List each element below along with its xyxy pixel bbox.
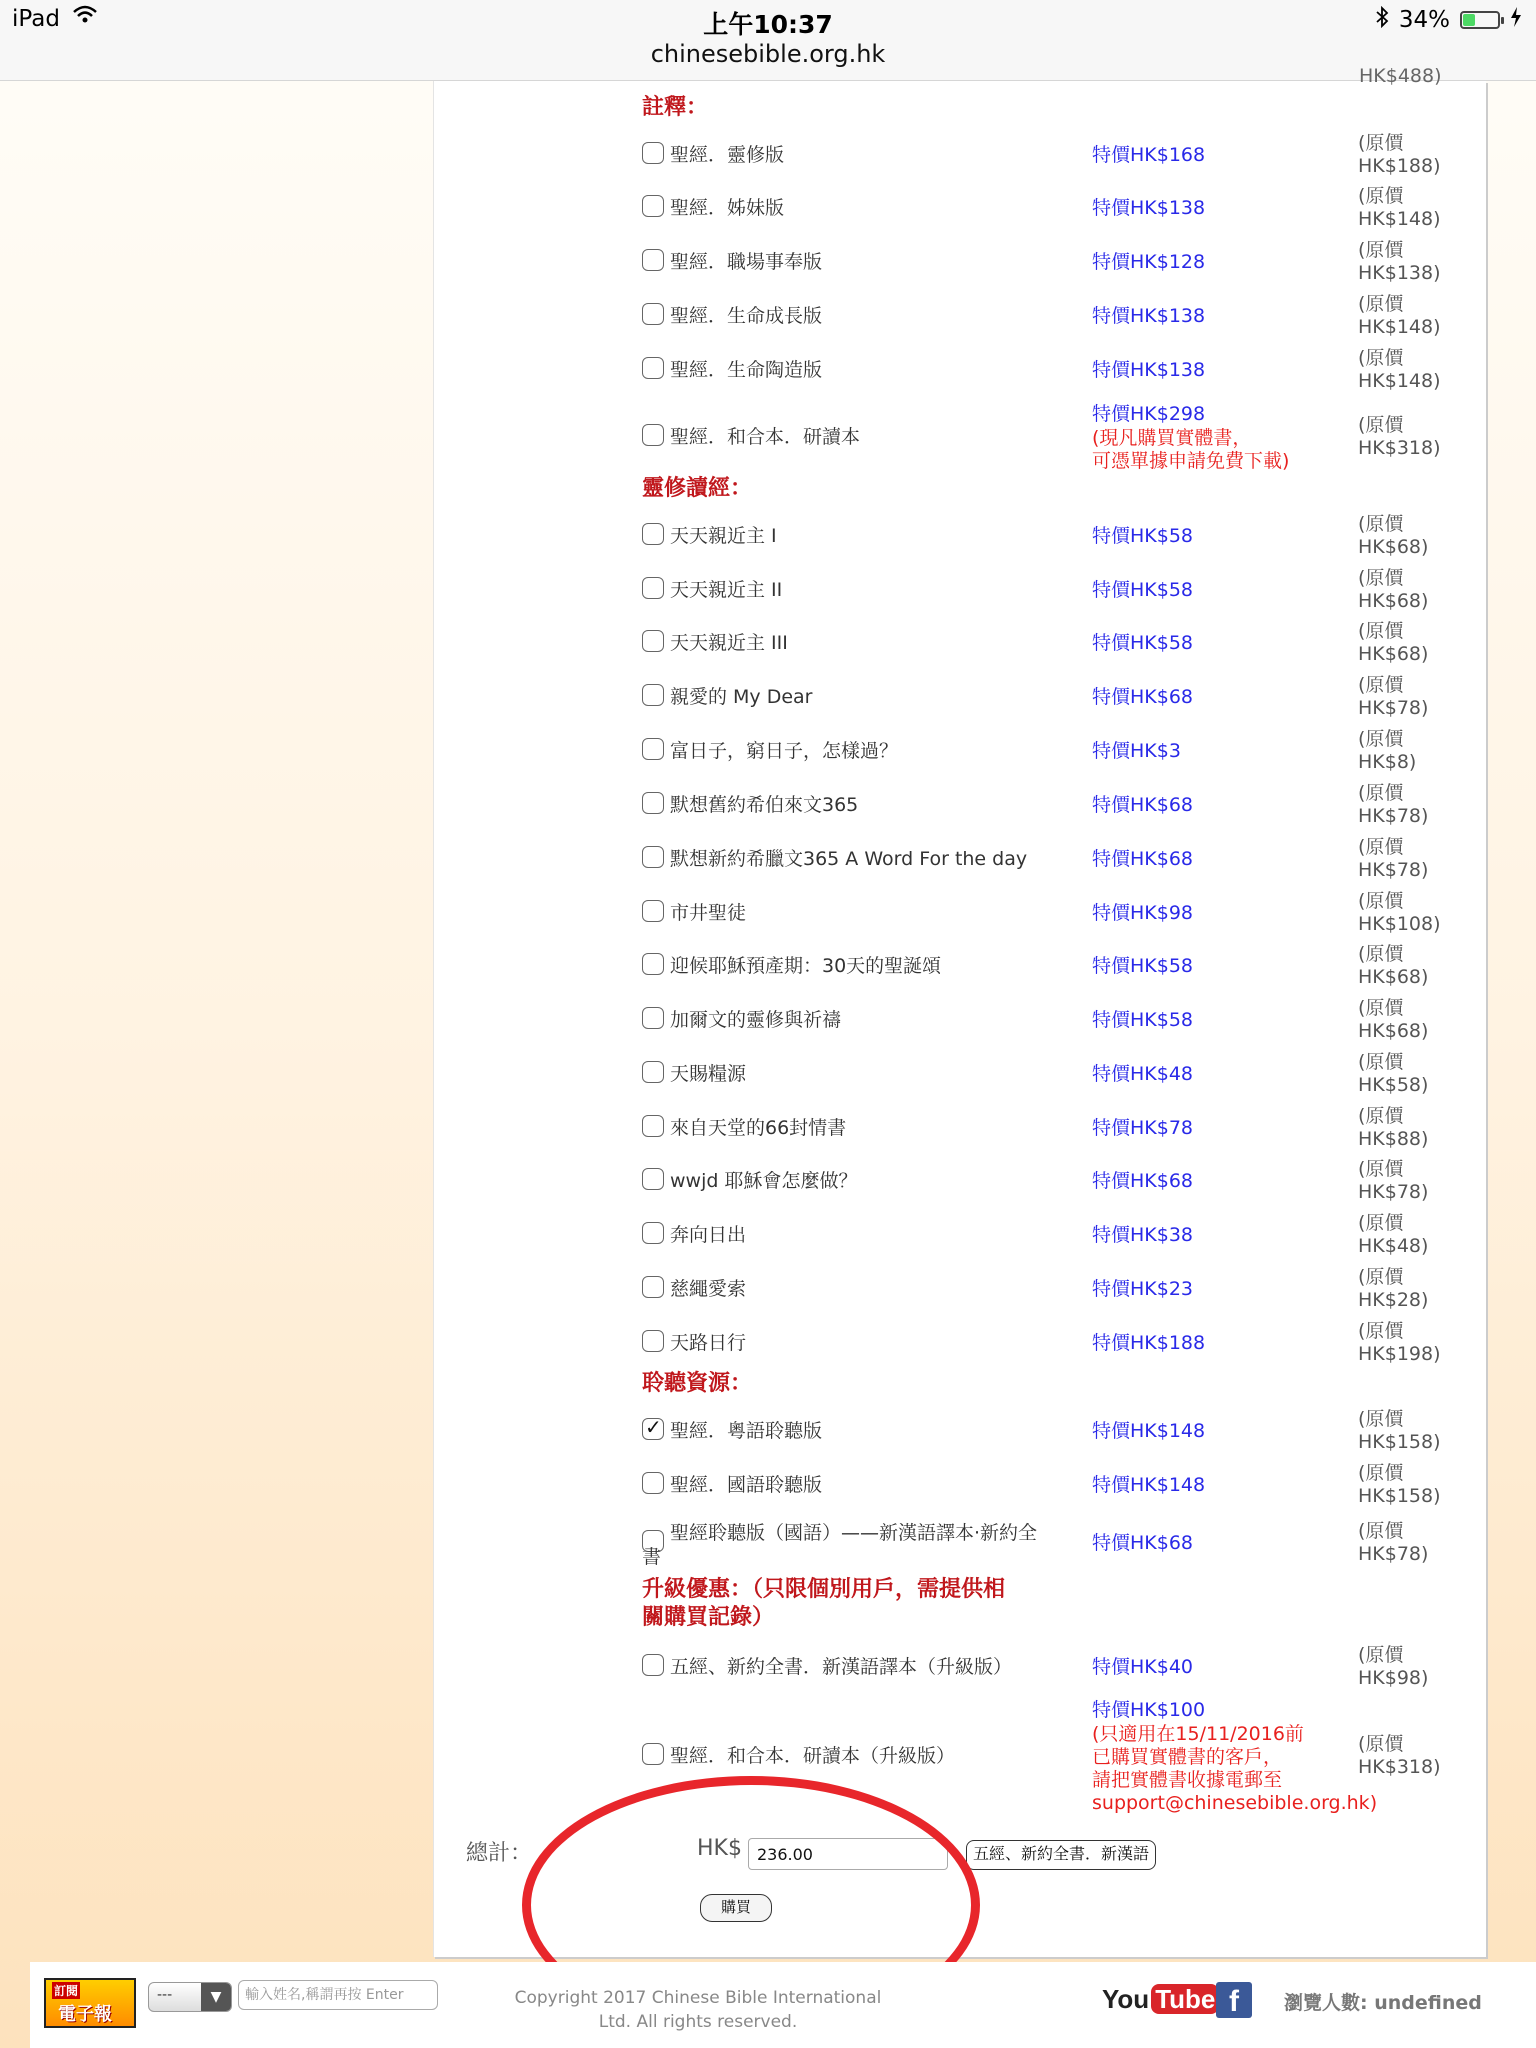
- facebook-icon[interactable]: f: [1216, 1982, 1252, 2018]
- product-note: (只適用在15/11/2016前: [1092, 1723, 1304, 1745]
- original-price-value: HK$318): [1358, 437, 1441, 459]
- product-name: 天路日行: [670, 1332, 747, 1354]
- original-price: (原價: [1358, 836, 1404, 858]
- copyright-text: Copyright 2017 Chinese Bible International Ltd. All rights reserved.: [514, 1988, 882, 2032]
- address-bar-url[interactable]: chinesebible.org.hk: [650, 40, 886, 68]
- product-price: 特價HK$68: [1092, 1170, 1194, 1192]
- product-checkbox[interactable]: [642, 1061, 664, 1083]
- product-price: 特價HK$58: [1092, 579, 1194, 601]
- product-name: 默想新約希臘文365 A Word For the day: [670, 848, 1028, 870]
- original-price-value: HK$148): [1358, 370, 1441, 392]
- youtube-tube: Tube: [1151, 1984, 1219, 2014]
- original-price-value: HK$188): [1358, 155, 1441, 177]
- product-name: 聖經．國語聆聽版: [670, 1474, 823, 1496]
- title-select[interactable]: [148, 1982, 232, 2012]
- product-checkbox[interactable]: [642, 424, 664, 446]
- original-price: (原價: [1358, 513, 1404, 535]
- product-name: 聖經．生命陶造版: [670, 359, 823, 381]
- product-checkbox[interactable]: [642, 577, 664, 599]
- product-price: 特價HK$68: [1092, 848, 1194, 870]
- original-price: (原價: [1358, 1320, 1404, 1342]
- original-price: (原價: [1358, 1733, 1404, 1755]
- original-price-value: HK$68): [1358, 643, 1429, 665]
- product-checkbox[interactable]: [642, 303, 664, 325]
- product-price: 特價HK$298: [1092, 403, 1206, 425]
- product-price: 特價HK$68: [1092, 1532, 1194, 1554]
- device-name: iPad: [12, 6, 60, 32]
- product-checkbox[interactable]: [642, 1007, 664, 1029]
- battery-icon: [1460, 11, 1500, 29]
- product-checkbox[interactable]: [642, 357, 664, 379]
- product-price: 特價HK$98: [1092, 902, 1194, 924]
- product-price: 特價HK$68: [1092, 794, 1194, 816]
- product-note: 請把實體書收據電郵至: [1092, 1769, 1283, 1791]
- product-name: wwjd 耶穌會怎麼做？: [670, 1170, 858, 1192]
- product-price: 特價HK$38: [1092, 1224, 1194, 1246]
- section-title-line2: 關購買記錄）: [642, 1605, 775, 1630]
- cut-off-price: HK$488): [1359, 65, 1442, 87]
- product-price: 特價HK$3: [1092, 740, 1181, 762]
- product-checkbox[interactable]: [642, 738, 664, 760]
- currency-label: HK$: [697, 1836, 742, 1861]
- product-name: 天賜糧源: [670, 1063, 747, 1085]
- original-price-value: HK$58): [1358, 1074, 1429, 1096]
- battery-percent: 34%: [1398, 7, 1450, 33]
- original-price-value: HK$78): [1358, 805, 1429, 827]
- original-price: (原價: [1358, 132, 1404, 154]
- section-title: 聆聽資源：: [642, 1371, 753, 1396]
- original-price: (原價: [1358, 347, 1404, 369]
- original-price: (原價: [1358, 293, 1404, 315]
- original-price-value: HK$158): [1358, 1431, 1441, 1453]
- ebulletin-subscribe-button[interactable]: [44, 1978, 136, 2028]
- ebulletin-label-1: 訂閱: [54, 1984, 79, 1998]
- product-checkbox[interactable]: [642, 1330, 664, 1352]
- product-price: 特價HK$58: [1092, 525, 1194, 547]
- visitor-count: 瀏覽人數: undefined: [1284, 1992, 1482, 2014]
- product-checkbox[interactable]: [642, 1115, 664, 1137]
- product-price: 特價HK$138: [1092, 359, 1206, 381]
- product-checkbox[interactable]: [642, 953, 664, 975]
- product-checkbox[interactable]: [642, 195, 664, 217]
- product-name: 富日子，窮日子，怎樣過？: [670, 740, 899, 762]
- section-title: 註釋：: [642, 95, 709, 120]
- product-name: 慈繩愛索: [670, 1278, 747, 1300]
- original-price: (原價: [1358, 185, 1404, 207]
- product-checkbox[interactable]: [642, 142, 664, 164]
- product-note: (現凡購買實體書，: [1092, 427, 1252, 449]
- product-price: 特價HK$40: [1092, 1656, 1194, 1678]
- product-price: 特價HK$128: [1092, 251, 1206, 273]
- product-name: 天天親近主 II: [670, 579, 783, 601]
- status-bar: [0, 0, 1536, 81]
- product-name: 來自天堂的66封情書: [670, 1117, 847, 1139]
- product-checkbox[interactable]: [642, 1418, 664, 1440]
- original-price-value: HK$158): [1358, 1485, 1441, 1507]
- original-price: (原價: [1358, 782, 1404, 804]
- original-price: (原價: [1358, 1408, 1404, 1430]
- product-name: 聖經聆聽版（國語）——新漢語譯本·新約全: [670, 1522, 1038, 1544]
- section-title: 升級優惠：（只限個別用戶，需提供相: [642, 1577, 1006, 1602]
- selected-items-button[interactable]: 五經、新約全書．新漢語: [966, 1840, 1156, 1870]
- product-checkbox[interactable]: [642, 1222, 664, 1244]
- chevron-down-icon: ▼: [201, 1983, 231, 2011]
- product-name: 天天親近主 III: [670, 632, 788, 654]
- ebulletin-label-2: 電子報: [58, 2004, 112, 2025]
- product-name: 默想舊約希伯來文365: [670, 794, 859, 816]
- original-price-value: HK$148): [1358, 316, 1441, 338]
- product-panel: [433, 65, 1486, 1957]
- original-price: (原價: [1358, 943, 1404, 965]
- product-name: 聖經．生命成長版: [670, 305, 823, 327]
- product-price: 特價HK$68: [1092, 686, 1194, 708]
- original-price: (原價: [1358, 1462, 1404, 1484]
- product-price: 特價HK$138: [1092, 305, 1206, 327]
- original-price: (原價: [1358, 1520, 1404, 1542]
- product-note: 可憑單據申請免費下載): [1092, 450, 1290, 472]
- product-price: 特價HK$148: [1092, 1474, 1206, 1496]
- original-price: (原價: [1358, 1158, 1404, 1180]
- original-price: (原價: [1358, 1266, 1404, 1288]
- product-name: 親愛的 My Dear: [670, 686, 813, 708]
- product-checkbox[interactable]: [642, 630, 664, 652]
- original-price: (原價: [1358, 1105, 1404, 1127]
- product-name: 聖經．和合本．研讀本（升級版）: [670, 1745, 956, 1767]
- product-name: 市井聖徒: [670, 902, 747, 924]
- original-price-value: HK$318): [1358, 1756, 1441, 1778]
- product-name: 奔向日出: [670, 1224, 747, 1246]
- product-name: 聖經．靈修版: [670, 144, 785, 166]
- original-price-value: HK$68): [1358, 536, 1429, 558]
- name-input[interactable]: 輸入姓名,稱謂再按 Enter: [238, 1980, 438, 2010]
- original-price: (原價: [1358, 567, 1404, 589]
- product-price: 特價HK$58: [1092, 632, 1194, 654]
- product-name: 聖經．職場事奉版: [670, 251, 823, 273]
- original-price-value: HK$198): [1358, 1343, 1441, 1365]
- product-price: 特價HK$188: [1092, 1332, 1206, 1354]
- status-right: [1375, 6, 1522, 34]
- original-price: (原價: [1358, 414, 1404, 436]
- clock: 上午10:37: [703, 10, 833, 39]
- section-title: 靈修讀經：: [642, 476, 753, 501]
- original-price-value: HK$138): [1358, 262, 1441, 284]
- youtube-you: You: [1102, 1984, 1150, 2014]
- title-select-value: ---: [157, 1987, 173, 2003]
- charging-icon: [1510, 6, 1522, 34]
- product-name: 聖經．粵語聆聽版: [670, 1420, 823, 1442]
- original-price-value: HK$78): [1358, 697, 1429, 719]
- product-price: 特價HK$148: [1092, 1420, 1206, 1442]
- product-checkbox[interactable]: [642, 1276, 664, 1298]
- original-price-value: HK$78): [1358, 1543, 1429, 1565]
- original-price-value: HK$98): [1358, 1667, 1429, 1689]
- product-note: 已購買實體書的客戶，: [1092, 1746, 1283, 1768]
- bluetooth-icon: [1375, 6, 1389, 34]
- product-checkbox[interactable]: [642, 900, 664, 922]
- original-price: (原價: [1358, 674, 1404, 696]
- product-price: 特價HK$168: [1092, 144, 1206, 166]
- product-price: 特價HK$100: [1092, 1699, 1206, 1721]
- original-price: (原價: [1358, 728, 1404, 750]
- product-checkbox[interactable]: [642, 684, 664, 706]
- original-price-value: HK$8): [1358, 751, 1417, 773]
- original-price-value: HK$28): [1358, 1289, 1429, 1311]
- product-name-line2: 書: [642, 1546, 662, 1568]
- product-name: 五經、新約全書．新漢語譯本（升級版）: [670, 1656, 1013, 1678]
- product-checkbox[interactable]: [642, 523, 664, 545]
- original-price: (原價: [1358, 890, 1404, 912]
- product-checkbox[interactable]: [642, 1168, 664, 1190]
- product-price: 特價HK$58: [1092, 1009, 1194, 1031]
- product-price: 特價HK$23: [1092, 1278, 1194, 1300]
- original-price-value: HK$88): [1358, 1128, 1429, 1150]
- product-name: 聖經．姊妹版: [670, 197, 785, 219]
- total-label: 總計：: [466, 1841, 533, 1866]
- product-price: 特價HK$58: [1092, 955, 1194, 977]
- original-price: (原價: [1358, 1212, 1404, 1234]
- footer: [30, 1962, 1536, 2048]
- product-checkbox[interactable]: [642, 1472, 664, 1494]
- product-price: 特價HK$48: [1092, 1063, 1194, 1085]
- product-name: 聖經．和合本．研讀本: [670, 426, 861, 448]
- product-price: 特價HK$138: [1092, 197, 1206, 219]
- product-checkbox[interactable]: [642, 249, 664, 271]
- original-price: (原價: [1358, 1051, 1404, 1073]
- original-price-value: HK$108): [1358, 913, 1441, 935]
- original-price-value: HK$78): [1358, 1181, 1429, 1203]
- product-checkbox[interactable]: [642, 1743, 664, 1765]
- product-note: support@chinesebible.org.hk): [1092, 1792, 1378, 1814]
- original-price: (原價: [1358, 1644, 1404, 1666]
- product-checkbox[interactable]: [642, 846, 664, 868]
- original-price: (原價: [1358, 620, 1404, 642]
- product-name: 加爾文的靈修與祈禱: [670, 1009, 842, 1031]
- buy-button[interactable]: 購買: [700, 1894, 772, 1922]
- original-price: (原價: [1358, 997, 1404, 1019]
- product-name: 迎候耶穌預產期：30天的聖誕頌: [670, 955, 942, 977]
- original-price-value: HK$148): [1358, 208, 1441, 230]
- original-price-value: HK$68): [1358, 590, 1429, 612]
- product-checkbox[interactable]: [642, 1654, 664, 1676]
- original-price-value: HK$68): [1358, 966, 1429, 988]
- product-price: 特價HK$78: [1092, 1117, 1194, 1139]
- original-price-value: HK$78): [1358, 859, 1429, 881]
- product-checkbox[interactable]: [642, 792, 664, 814]
- original-price-value: HK$48): [1358, 1235, 1429, 1257]
- youtube-icon[interactable]: [1102, 1984, 1219, 2015]
- original-price: (原價: [1358, 239, 1404, 261]
- original-price-value: HK$68): [1358, 1020, 1429, 1042]
- product-name: 天天親近主 I: [670, 525, 777, 547]
